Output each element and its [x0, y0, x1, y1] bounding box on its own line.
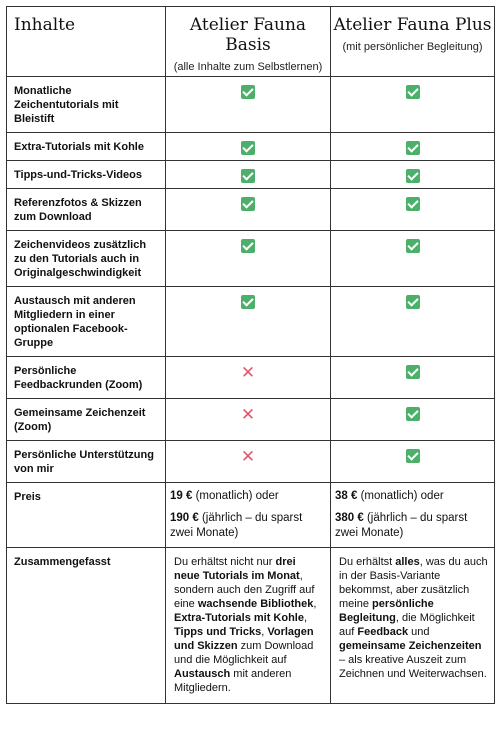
- feature-cell-plus: [331, 161, 495, 189]
- price-basis-monthly: [170, 489, 326, 504]
- feature-label: Zeichenvideos zusätzlich zu den Tutorials auch in Originalgeschwindigkeit: [7, 231, 166, 287]
- summary-plus-text: – als kreative Auszeit zum Zeichnen und Weiterwachsen.: [339, 654, 487, 680]
- check-icon: [241, 197, 255, 211]
- feature-cell-plus: [331, 357, 495, 399]
- check-icon: [406, 449, 420, 463]
- summary-plus-text: Du erhältst: [339, 556, 396, 568]
- cross-icon: ✕: [240, 447, 256, 467]
- price-row: [7, 483, 495, 548]
- feature-cell-plus: [331, 287, 495, 357]
- summary-plus: [331, 548, 495, 704]
- feature-row: [7, 231, 495, 287]
- feature-cell-plus: [331, 231, 495, 287]
- summary-basis-text: wachsende Bibliothek: [197, 598, 314, 610]
- summary-basis-text: ,: [303, 612, 308, 624]
- feature-cell-basis: [166, 161, 331, 189]
- check-icon: [241, 169, 255, 183]
- summary-basis-text: ,: [261, 626, 268, 638]
- price-plus-yearly-text: (jährlich – du sparst zwei Monate): [335, 512, 468, 539]
- plan-title-basis: Atelier Fauna Basis: [189, 15, 307, 55]
- feature-cell-basis: [166, 133, 331, 161]
- summary-basis: [166, 548, 331, 704]
- feature-label: Persönliche Unterstützung von mir: [7, 441, 166, 483]
- feature-cell-basis: [166, 399, 331, 441]
- price-plus-yearly-amount: 380 €: [335, 512, 364, 524]
- feature-cell-plus: [331, 399, 495, 441]
- check-icon: [406, 407, 420, 421]
- price-basis-monthly-amount: 19 €: [170, 490, 193, 502]
- price-basis-monthly-text: (monatlich) oder: [192, 490, 279, 502]
- cross-icon: ✕: [240, 405, 256, 425]
- price-cell-basis: [166, 483, 331, 548]
- comparison-table: [6, 6, 495, 704]
- cross-icon: ✕: [240, 363, 256, 383]
- column-title-content: Inhalte: [14, 15, 76, 35]
- check-icon: [406, 197, 420, 211]
- header-cell-basis: [166, 7, 331, 77]
- feature-label: Extra-Tutorials mit Kohle: [7, 133, 166, 161]
- feature-row: [7, 441, 495, 483]
- feature-cell-basis: [166, 441, 331, 483]
- check-icon: [406, 85, 420, 99]
- summary-plus-text: , die Möglichkeit auf: [339, 612, 475, 638]
- header-cell-content: [7, 7, 166, 77]
- feature-row: [7, 399, 495, 441]
- summary-plus-text: gemeinsame Zeichenzeiten: [339, 640, 482, 652]
- summary-basis-text: Vorlagen und Skizzen: [174, 626, 314, 652]
- price-basis-yearly: [170, 511, 326, 541]
- feature-cell-basis: [166, 189, 331, 231]
- summary-basis-text: , sondern auch den Zugriff auf eine: [174, 570, 315, 610]
- summary-row: [7, 548, 495, 704]
- check-icon: [241, 239, 255, 253]
- plan-title-plus: Atelier Fauna Plus: [333, 15, 492, 35]
- check-icon: [241, 141, 255, 155]
- summary-basis-text: mit anderen Mitgliedern.: [174, 668, 292, 694]
- check-icon: [406, 365, 420, 379]
- summary-basis-text: drei neue Tutorials im Monat: [174, 556, 300, 582]
- feature-row: [7, 357, 495, 399]
- feature-cell-basis: [166, 287, 331, 357]
- check-icon: [406, 239, 420, 253]
- price-basis-yearly-amount: 190 €: [170, 512, 199, 524]
- feature-label: Persönliche Feedbackrunden (Zoom): [7, 357, 166, 399]
- plan-subtitle-basis: (alle Inhalte zum Selbstlernen): [173, 61, 323, 73]
- summary-basis-text: Tipps und Tricks: [174, 626, 262, 638]
- check-icon: [241, 85, 255, 99]
- check-icon: [406, 141, 420, 155]
- check-icon: [406, 295, 420, 309]
- price-plus-monthly: [335, 489, 490, 504]
- summary-basis-text: ,: [313, 598, 317, 610]
- feature-label: Referenzfotos & Skizzen zum Download: [7, 189, 166, 231]
- summary-basis-text: Extra-Tutorials mit Kohle: [174, 612, 304, 624]
- price-label: Preis: [7, 483, 166, 548]
- summary-plus-text: und: [408, 626, 430, 638]
- feature-row: [7, 287, 495, 357]
- header-row: [7, 7, 495, 77]
- feature-row: [7, 161, 495, 189]
- feature-label: Gemeinsame Zeichenzeit (Zoom): [7, 399, 166, 441]
- comparison-page: [6, 6, 494, 704]
- header-cell-plus: [331, 7, 495, 77]
- feature-label: Austausch mit anderen Mitgliedern in einer optionalen Facebook-Gruppe: [7, 287, 166, 357]
- feature-row: [7, 77, 495, 133]
- summary-basis-text: zum Download und die Möglichkeit auf: [174, 640, 314, 666]
- feature-cell-plus: [331, 441, 495, 483]
- feature-label: Tipps-und-Tricks-Videos: [7, 161, 166, 189]
- summary-plus-text: persönliche Begleitung: [339, 598, 434, 624]
- feature-cell-basis: [166, 231, 331, 287]
- price-basis-yearly-text: (jährlich – du sparst zwei Monate): [170, 512, 303, 539]
- summary-plus-text: , was du auch in der Basis-Variante bekommst, aber zusätzlich meine: [339, 556, 488, 610]
- price-plus-monthly-text: (monatlich) oder: [357, 490, 444, 502]
- check-icon: [241, 295, 255, 309]
- price-plus-yearly: [335, 511, 490, 541]
- feature-cell-basis: [166, 77, 331, 133]
- feature-cell-basis: [166, 357, 331, 399]
- plan-subtitle-plus: (mit persönlicher Begleitung): [342, 41, 483, 53]
- feature-cell-plus: [331, 133, 495, 161]
- feature-cell-plus: [331, 77, 495, 133]
- feature-row: [7, 189, 495, 231]
- check-icon: [406, 169, 420, 183]
- summary-basis-text: Austausch: [174, 668, 231, 680]
- price-plus-monthly-amount: 38 €: [335, 490, 358, 502]
- feature-label: Monatliche Zeichentutorials mit Bleistift: [7, 77, 166, 133]
- summary-plus-text: Feedback: [357, 626, 409, 638]
- feature-row: [7, 133, 495, 161]
- summary-plus-text: alles: [395, 556, 420, 568]
- feature-cell-plus: [331, 189, 495, 231]
- summary-basis-text: Du erhältst nicht nur: [174, 556, 276, 568]
- summary-label: Zusammengefasst: [7, 548, 166, 704]
- price-cell-plus: [331, 483, 495, 548]
